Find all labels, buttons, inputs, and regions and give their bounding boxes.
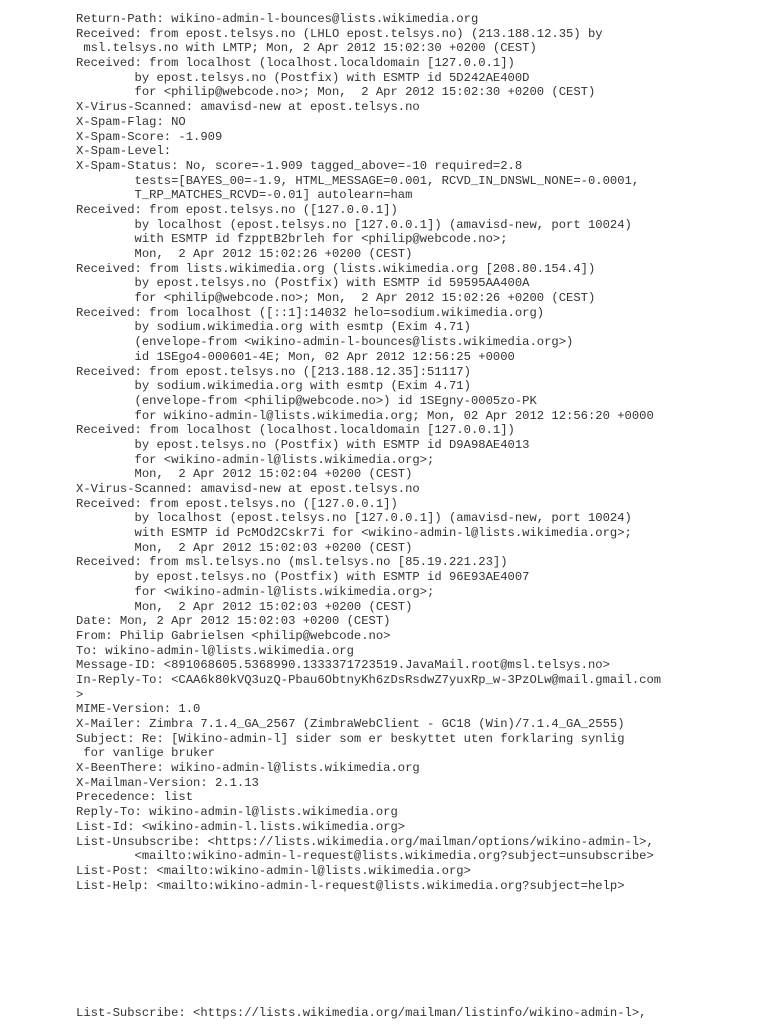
email-header-line: List-Id: <wikino-admin-l.lists.wikimedia.org> (76, 819, 406, 834)
email-header-line: X-Virus-Scanned: amavisd-new at epost.telsys.no (76, 100, 420, 115)
email-header-line: Reply-To: wikino-admin-l@lists.wikimedia.org (76, 805, 398, 820)
email-header-line: Received: from epost.telsys.no (LHLO epost.telsys.no) (213.188.12.35) by (76, 26, 603, 41)
email-header-line: Mon, 2 Apr 2012 15:02:03 +0200 (CEST) (76, 540, 413, 555)
email-header-line: Message-ID: <891068605.5368990.1333371723519.JavaMail.root@msl.telsys.no> (76, 658, 610, 673)
email-header-line: msl.telsys.no with LMTP; Mon, 2 Apr 2012 15:02:30 +0200 (CEST) (76, 41, 537, 56)
email-header-line: X-Spam-Status: No, score=-1.909 tagged_above=-10 required=2.8 (76, 158, 523, 173)
email-header-line: In-Reply-To: <CAA6k80kVQ3uzQ-Pbau6ObtnyKh6zDsRsdwZ7yuxRp_w-3PzOLw@mail.gmail.com (76, 672, 662, 687)
email-header-line: X-Spam-Level: (76, 144, 172, 159)
email-header-line: by epost.telsys.no (Postfix) with ESMTP id D9A98AE4013 (76, 437, 530, 452)
email-header-line: T_RP_MATCHES_RCVD=-0.01] autolearn=ham (76, 188, 413, 203)
email-header-line: tests=[BAYES_00=-1.9, HTML_MESSAGE=0.001, RCVD_IN_DNSWL_NONE=-0.0001, (76, 173, 640, 188)
email-header-line: by localhost (epost.telsys.no [127.0.0.1]) (amavisd-new, port 10024) (76, 511, 632, 526)
email-header-line: List-Unsubscribe: <https://lists.wikimedia.org/mailman/options/wikino-admin-l>, (76, 834, 654, 849)
email-header-line: for <philip@webcode.no>; Mon, 2 Apr 2012 15:02:30 +0200 (CEST) (76, 85, 596, 100)
email-header-block (76, 12, 661, 893)
email-header-line: for <wikino-admin-l@lists.wikimedia.org>; (76, 452, 435, 467)
email-header-line: List-Post: <mailto:wikino-admin-l@lists.wikimedia.org> (76, 863, 471, 878)
email-header-line: X-Virus-Scanned: amavisd-new at epost.telsys.no (76, 482, 420, 496)
email-header-line: Date: Mon, 2 Apr 2012 15:02:03 +0200 (CEST) (76, 614, 391, 629)
email-header-line: Return-Path: wikino-admin-l-bounces@lists.wikimedia.org (76, 12, 479, 26)
email-header-line: for <philip@webcode.no>; Mon, 2 Apr 2012 15:02:26 +0200 (CEST) (76, 291, 596, 306)
email-header-line: To: wikino-admin-l@lists.wikimedia.org (76, 643, 354, 658)
email-header-line: Precedence: list (76, 790, 194, 805)
email-header-line: Received: from localhost ([::1]:14032 helo=sodium.wikimedia.org) (76, 305, 545, 320)
email-header-line: X-Mailman-Version: 2.1.13 (76, 775, 259, 790)
email-header-line: Received: from localhost (localhost.localdomain [127.0.0.1]) (76, 56, 515, 71)
email-header-line: by sodium.wikimedia.org with esmtp (Exim 4.71) (76, 379, 471, 394)
list-subscribe-header-line: List-Subscribe: <https://lists.wikimedia.org/mailman/listinfo/wikino-admin-l>, (76, 1006, 647, 1020)
email-header-line: > (76, 687, 84, 702)
email-header-line: for <wikino-admin-l@lists.wikimedia.org>; (76, 584, 435, 599)
email-header-line: Received: from msl.telsys.no (msl.telsys.no [85.19.221.23]) (76, 555, 508, 570)
email-header-line: <mailto:wikino-admin-l-request@lists.wikimedia.org?subject=unsubscribe> (76, 849, 654, 864)
email-header-line: Received: from localhost (localhost.localdomain [127.0.0.1]) (76, 423, 515, 438)
email-header-line: List-Help: <mailto:wikino-admin-l-request@lists.wikimedia.org?subject=help> (76, 878, 625, 893)
email-header-line: (envelope-from <wikino-admin-l-bounces@lists.wikimedia.org>) (76, 335, 574, 350)
email-header-line: Received: from epost.telsys.no ([127.0.0.1]) (76, 202, 398, 217)
email-header-line: MIME-Version: 1.0 (76, 702, 201, 717)
email-header-line: X-BeenThere: wikino-admin-l@lists.wikimedia.org (76, 761, 420, 776)
email-header-line: X-Spam-Flag: NO (76, 114, 186, 129)
email-header-line: Mon, 2 Apr 2012 15:02:03 +0200 (CEST) (76, 599, 413, 614)
email-header-line: From: Philip Gabrielsen <philip@webcode.no> (76, 628, 391, 643)
email-header-line: by sodium.wikimedia.org with esmtp (Exim 4.71) (76, 320, 471, 335)
email-header-line: with ESMTP id PcMOd2Cskr7i for <wikino-admin-l@lists.wikimedia.org>; (76, 526, 632, 541)
email-header-line: X-Spam-Score: -1.909 (76, 129, 223, 144)
email-header-line: Received: from epost.telsys.no ([213.188.12.35]:51117) (76, 364, 471, 379)
email-header-line: with ESMTP id fzpptB2brleh for <philip@webcode.no>; (76, 232, 508, 247)
email-header-line: (envelope-from <philip@webcode.no>) id 1SEgny-0005zo-PK (76, 393, 537, 408)
email-header-line: for vanlige bruker (76, 746, 215, 761)
email-header-line: by epost.telsys.no (Postfix) with ESMTP id 96E93AE4007 (76, 570, 530, 585)
email-header-line: Mon, 2 Apr 2012 15:02:04 +0200 (CEST) (76, 467, 413, 482)
email-header-line: by epost.telsys.no (Postfix) with ESMTP id 59595AA400A (76, 276, 530, 291)
email-header-line: Subject: Re: [Wikino-admin-l] sider som er beskyttet uten forklaring synlig (76, 731, 625, 746)
email-header-line: for wikino-admin-l@lists.wikimedia.org; Mon, 02 Apr 2012 12:56:20 +0000 (76, 408, 654, 423)
email-header-line: by epost.telsys.no (Postfix) with ESMTP id 5D242AE400D (76, 70, 530, 85)
email-header-line: by localhost (epost.telsys.no [127.0.0.1]) (amavisd-new, port 10024) (76, 217, 632, 232)
email-header-line: Received: from lists.wikimedia.org (lists.wikimedia.org [208.80.154.4]) (76, 261, 596, 276)
email-header-line: id 1SEgo4-000601-4E; Mon, 02 Apr 2012 12:56:25 +0000 (76, 349, 515, 364)
email-header-line: X-Mailer: Zimbra 7.1.4_GA_2567 (ZimbraWebClient - GC18 (Win)/7.1.4_GA_2555) (76, 717, 625, 731)
email-header-line: Received: from epost.telsys.no ([127.0.0.1]) (76, 496, 398, 511)
email-header-line: Mon, 2 Apr 2012 15:02:26 +0200 (CEST) (76, 247, 413, 261)
